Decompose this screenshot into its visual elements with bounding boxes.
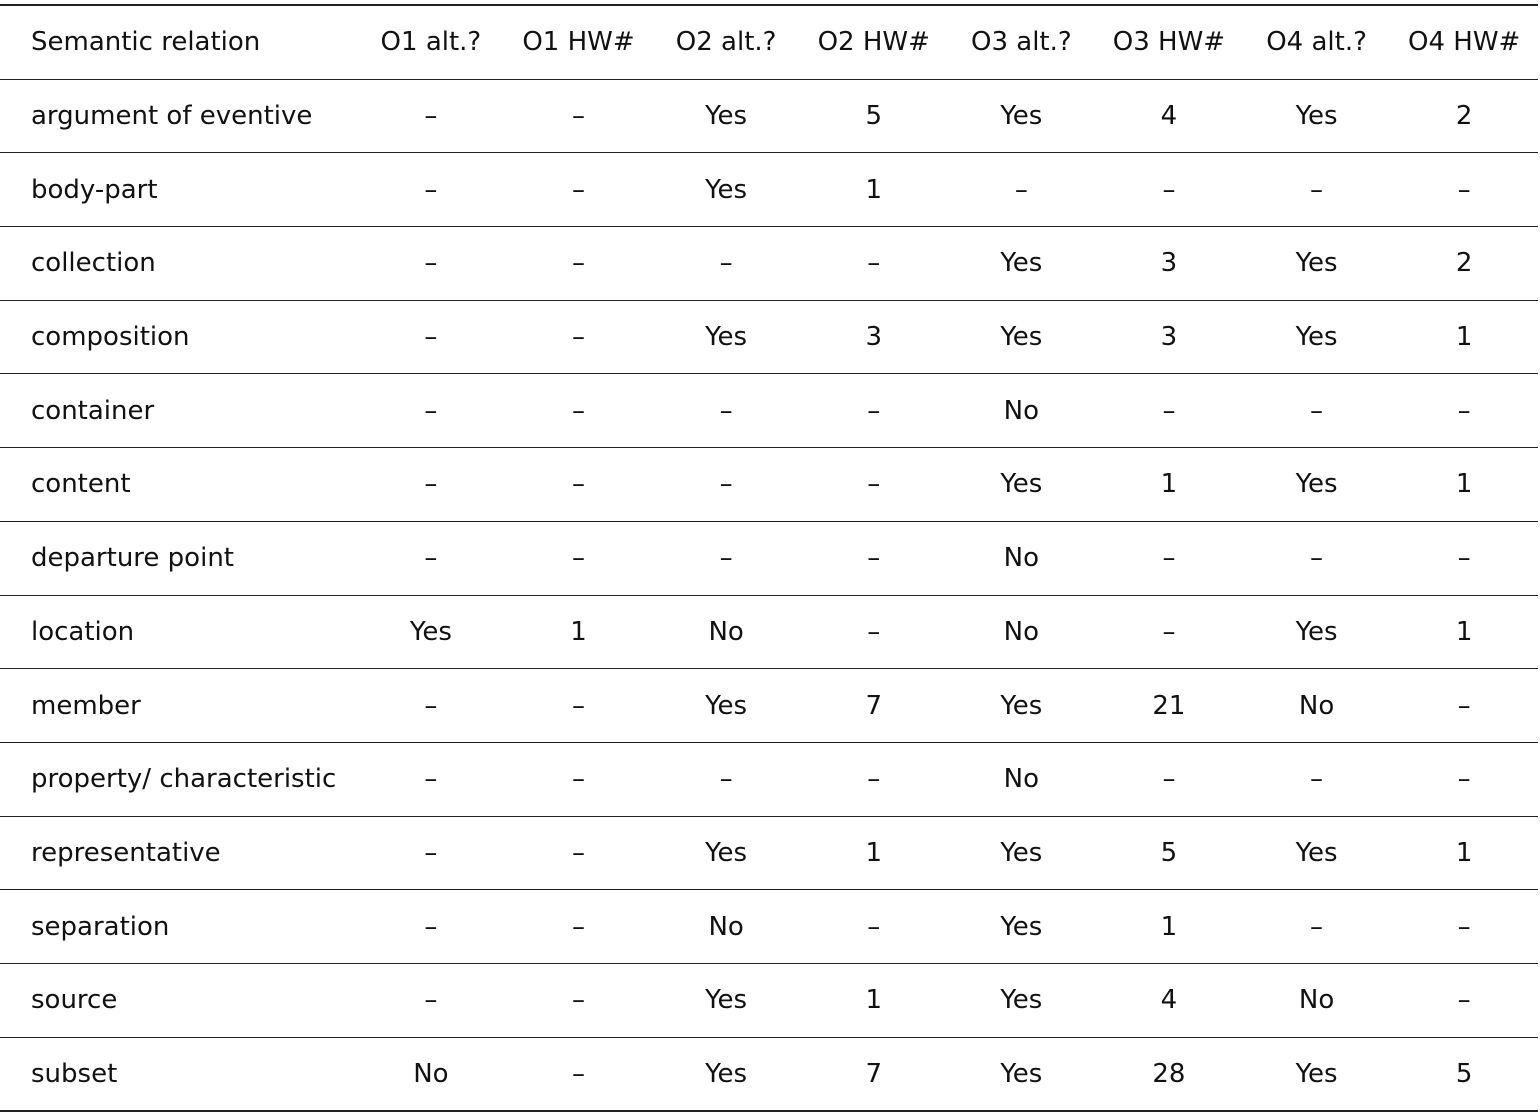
column-header: Semantic relation	[0, 5, 357, 79]
table-cell: Yes	[948, 669, 1096, 743]
table-cell: No	[948, 595, 1096, 669]
table-cell: Yes	[948, 816, 1096, 890]
table-cell: No	[1243, 963, 1391, 1037]
table-cell: Yes	[948, 227, 1096, 301]
table-cell: –	[505, 742, 653, 816]
table-cell: –	[800, 448, 948, 522]
table-cell: 1	[1390, 300, 1538, 374]
table-cell: –	[357, 153, 505, 227]
table-cell: –	[357, 742, 505, 816]
table-cell: –	[948, 153, 1096, 227]
table-header-row	[0, 5, 1538, 79]
table-row	[0, 448, 1538, 522]
table-cell: 21	[1095, 669, 1243, 743]
table-cell: –	[505, 963, 653, 1037]
table-cell: –	[357, 669, 505, 743]
table-cell: No	[357, 1037, 505, 1111]
table-cell: –	[1095, 521, 1243, 595]
table-row	[0, 742, 1538, 816]
table-row	[0, 79, 1538, 153]
table-cell: Yes	[948, 890, 1096, 964]
row-label: collection	[0, 227, 357, 301]
table-cell: No	[1243, 669, 1391, 743]
row-label: departure point	[0, 521, 357, 595]
table-cell: 1	[800, 816, 948, 890]
table-cell: –	[1243, 742, 1391, 816]
table-cell: No	[948, 374, 1096, 448]
table-cell: –	[652, 227, 800, 301]
table-cell: 1	[505, 595, 653, 669]
table-cell: Yes	[948, 300, 1096, 374]
table-cell: –	[505, 816, 653, 890]
table-cell: Yes	[948, 448, 1096, 522]
table-cell: No	[652, 595, 800, 669]
table-cell: –	[1390, 963, 1538, 1037]
row-label: argument of eventive	[0, 79, 357, 153]
table-cell: –	[800, 521, 948, 595]
column-header: O3 alt.?	[948, 5, 1096, 79]
table-cell: 5	[800, 79, 948, 153]
table-cell: –	[357, 374, 505, 448]
table-cell: –	[1095, 374, 1243, 448]
table-cell: –	[800, 742, 948, 816]
table-row	[0, 521, 1538, 595]
table-cell: 1	[1095, 448, 1243, 522]
table-cell: Yes	[1243, 227, 1391, 301]
table-row	[0, 153, 1538, 227]
table-cell: 5	[1390, 1037, 1538, 1111]
row-label: property/ characteristic	[0, 742, 357, 816]
table-cell: No	[948, 742, 1096, 816]
table-cell: Yes	[357, 595, 505, 669]
table-row	[0, 816, 1538, 890]
table-cell: 3	[1095, 300, 1243, 374]
table-cell: –	[1243, 890, 1391, 964]
table-cell: –	[505, 300, 653, 374]
table-cell: –	[357, 963, 505, 1037]
table-cell: 7	[800, 1037, 948, 1111]
table-cell: 1	[800, 153, 948, 227]
column-header: O1 alt.?	[357, 5, 505, 79]
row-label: source	[0, 963, 357, 1037]
table-cell: Yes	[948, 1037, 1096, 1111]
table-cell: –	[357, 816, 505, 890]
table-cell: Yes	[652, 963, 800, 1037]
table-cell: –	[505, 669, 653, 743]
table-cell: 3	[800, 300, 948, 374]
table-cell: –	[1095, 595, 1243, 669]
table-cell: –	[1095, 153, 1243, 227]
table-cell: –	[1390, 890, 1538, 964]
table-row	[0, 963, 1538, 1037]
table-cell: –	[505, 521, 653, 595]
row-label: body-part	[0, 153, 357, 227]
table-cell: –	[357, 227, 505, 301]
table-cell: –	[800, 227, 948, 301]
table-cell: No	[948, 521, 1096, 595]
table-cell: –	[505, 227, 653, 301]
table-cell: –	[357, 79, 505, 153]
column-header: O2 alt.?	[652, 5, 800, 79]
table-cell: 2	[1390, 79, 1538, 153]
table-cell: –	[1390, 521, 1538, 595]
table-cell: –	[357, 300, 505, 374]
table-cell: 1	[1390, 816, 1538, 890]
table-cell: –	[800, 595, 948, 669]
table-cell: –	[1390, 153, 1538, 227]
table-cell: Yes	[652, 300, 800, 374]
table-row	[0, 300, 1538, 374]
table-cell: 2	[1390, 227, 1538, 301]
table-cell: –	[357, 521, 505, 595]
column-header: O4 HW#	[1390, 5, 1538, 79]
table-cell: Yes	[652, 79, 800, 153]
table-row	[0, 669, 1538, 743]
table-row	[0, 227, 1538, 301]
table-cell: –	[1243, 521, 1391, 595]
semantic-relations-table	[0, 4, 1538, 1112]
table-cell: 1	[1390, 448, 1538, 522]
row-label: content	[0, 448, 357, 522]
column-header: O4 alt.?	[1243, 5, 1391, 79]
row-label: subset	[0, 1037, 357, 1111]
table-cell: –	[1390, 742, 1538, 816]
table-cell: Yes	[1243, 79, 1391, 153]
table-cell: –	[800, 890, 948, 964]
table-cell: –	[652, 521, 800, 595]
table-cell: –	[1243, 374, 1391, 448]
column-header: O3 HW#	[1095, 5, 1243, 79]
table-cell: –	[652, 374, 800, 448]
row-label: representative	[0, 816, 357, 890]
table-cell: –	[800, 374, 948, 448]
table-cell: Yes	[948, 79, 1096, 153]
row-label: composition	[0, 300, 357, 374]
table-cell: 1	[800, 963, 948, 1037]
table-cell: –	[505, 448, 653, 522]
table-cell: Yes	[1243, 300, 1391, 374]
table-cell: Yes	[1243, 816, 1391, 890]
table-row	[0, 595, 1538, 669]
table-cell: Yes	[652, 816, 800, 890]
table-cell: –	[505, 374, 653, 448]
table-row	[0, 890, 1538, 964]
row-label: location	[0, 595, 357, 669]
column-header: O1 HW#	[505, 5, 653, 79]
table-cell: Yes	[948, 963, 1096, 1037]
table-cell: –	[357, 890, 505, 964]
table-cell: Yes	[652, 669, 800, 743]
table-cell: –	[505, 79, 653, 153]
table-cell: No	[652, 890, 800, 964]
table-cell: 4	[1095, 79, 1243, 153]
table-cell: –	[357, 448, 505, 522]
table-cell: 3	[1095, 227, 1243, 301]
table-cell: –	[1243, 153, 1391, 227]
table-cell: 28	[1095, 1037, 1243, 1111]
table-cell: 4	[1095, 963, 1243, 1037]
table-cell: –	[505, 153, 653, 227]
table-cell: 5	[1095, 816, 1243, 890]
table-cell: 1	[1095, 890, 1243, 964]
table-cell: Yes	[652, 1037, 800, 1111]
table-row	[0, 374, 1538, 448]
table-cell: –	[652, 742, 800, 816]
table-cell: 7	[800, 669, 948, 743]
table-cell: –	[652, 448, 800, 522]
row-label: container	[0, 374, 357, 448]
table-cell: Yes	[1243, 1037, 1391, 1111]
row-label: separation	[0, 890, 357, 964]
table-cell: –	[1095, 742, 1243, 816]
table-cell: –	[1390, 669, 1538, 743]
table-cell: 1	[1390, 595, 1538, 669]
row-label: member	[0, 669, 357, 743]
table-cell: Yes	[1243, 448, 1391, 522]
table-cell: –	[505, 890, 653, 964]
table-cell: –	[1390, 374, 1538, 448]
table-cell: Yes	[652, 153, 800, 227]
table-cell: Yes	[1243, 595, 1391, 669]
table-row	[0, 1037, 1538, 1111]
column-header: O2 HW#	[800, 5, 948, 79]
table-cell: –	[505, 1037, 653, 1111]
